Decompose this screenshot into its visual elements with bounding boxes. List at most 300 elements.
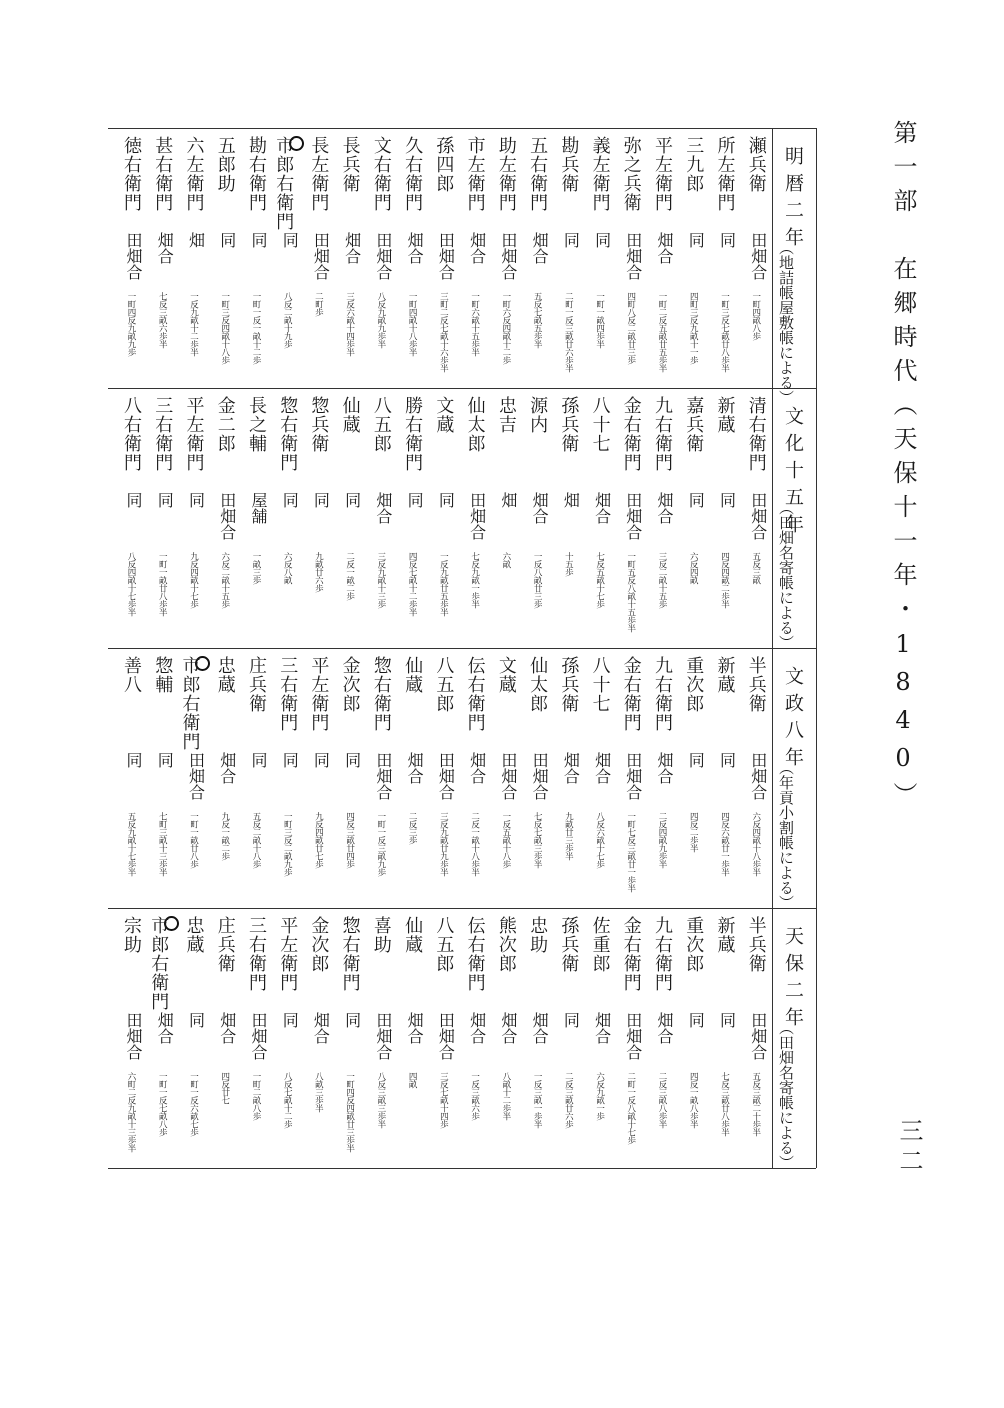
holding-entry bbox=[303, 648, 332, 908]
holding-entry bbox=[616, 648, 645, 908]
holder-name: 五郎助 bbox=[214, 136, 236, 193]
land-category: 田畑合 bbox=[498, 232, 518, 280]
land-area: 五反二畝十八歩 bbox=[250, 812, 261, 868]
holder-name: 忠吉 bbox=[495, 396, 517, 434]
holding-entry bbox=[741, 648, 770, 908]
land-category: 畑合 bbox=[155, 232, 175, 264]
land-area: 四反一畝八歩半 bbox=[688, 1072, 699, 1128]
land-category: 畑 bbox=[561, 492, 581, 508]
holding-entry bbox=[553, 388, 582, 648]
holding-entry bbox=[522, 648, 551, 908]
holder-name: 文蔵 bbox=[433, 396, 455, 434]
holder-name: 勘兵衛 bbox=[558, 136, 580, 193]
land-area: 三反六畝十四歩半 bbox=[344, 292, 355, 356]
land-area: 一町四畝十八歩半 bbox=[407, 292, 418, 356]
period-header bbox=[772, 128, 816, 405]
land-area: 六町二反九畝十三歩半 bbox=[126, 1072, 136, 1152]
period-era: 文化十五年 bbox=[782, 406, 804, 541]
holding-entry bbox=[522, 128, 551, 388]
holding-entry bbox=[397, 908, 426, 1168]
holder-name: 三九郎 bbox=[683, 136, 705, 193]
holding-entry bbox=[710, 648, 739, 908]
land-category: 田畑合 bbox=[124, 1012, 143, 1060]
land-category: 畑合 bbox=[467, 232, 487, 264]
land-area: 五反九畝十七歩半 bbox=[126, 812, 136, 876]
holder-name: 惣輔 bbox=[152, 656, 174, 694]
land-category: 田畑合 bbox=[748, 232, 768, 280]
land-category: 同 bbox=[248, 232, 268, 248]
holding-entry bbox=[522, 908, 551, 1168]
holder-name: 八十七 bbox=[589, 656, 611, 713]
holder-name: 助左衛門 bbox=[495, 136, 517, 212]
holder-name: 庄兵衛 bbox=[214, 916, 236, 973]
land-category: 同 bbox=[155, 492, 175, 508]
holder-name: 忠助 bbox=[527, 916, 549, 954]
holding-entry bbox=[335, 388, 364, 648]
page-number: 三二 bbox=[895, 1118, 923, 1178]
land-category: 田畑合 bbox=[436, 232, 456, 280]
land-area: 九畝廿六歩 bbox=[313, 552, 324, 592]
land-area: 二反四畝九歩半 bbox=[657, 812, 668, 868]
holder-name: 仙太郎 bbox=[527, 656, 549, 713]
holding-entry bbox=[178, 908, 207, 1168]
holder-name: 久右衛門 bbox=[402, 136, 424, 212]
holding-entry bbox=[241, 908, 270, 1168]
land-category: 田畑合 bbox=[248, 1012, 268, 1060]
land-area: 四反七畝十二歩半 bbox=[407, 552, 418, 616]
holding-entry bbox=[210, 908, 239, 1168]
period-header bbox=[772, 908, 816, 1168]
holding-entry bbox=[272, 908, 301, 1168]
holder-name: 惣右衛門 bbox=[370, 656, 392, 732]
land-category: 同 bbox=[686, 492, 706, 508]
holding-entry bbox=[741, 388, 770, 648]
land-area: 一町一反六畝七歩 bbox=[188, 1072, 199, 1136]
holding-entry bbox=[585, 908, 614, 1168]
land-category: 同 bbox=[717, 1012, 737, 1028]
holder-name: 八右衛門 bbox=[121, 396, 142, 472]
holding-entry bbox=[210, 128, 239, 388]
land-category: 同 bbox=[717, 232, 737, 248]
holding-entry bbox=[678, 648, 707, 908]
holder-name: 熊次郎 bbox=[495, 916, 517, 973]
holding-entry bbox=[647, 908, 676, 1168]
holder-name: 勘右衛門 bbox=[245, 136, 267, 212]
land-category: 同 bbox=[717, 492, 737, 508]
holder-name: 新蔵 bbox=[714, 916, 736, 954]
holding-entry bbox=[147, 388, 176, 648]
holder-name: 九右衛門 bbox=[652, 656, 674, 732]
holder-name: 仙蔵 bbox=[339, 396, 361, 434]
period-header bbox=[772, 648, 816, 908]
holder-name: 惣右衛門 bbox=[339, 916, 361, 992]
land-category: 畑合 bbox=[311, 1012, 331, 1044]
land-category: 同 bbox=[186, 492, 206, 508]
holding-entry bbox=[147, 908, 176, 1168]
holder-name: 五右衛門 bbox=[527, 136, 549, 212]
land-category: 同 bbox=[280, 1012, 300, 1028]
land-area: 一町四畝八歩 bbox=[750, 292, 761, 340]
land-area: 四反三畝廿四歩 bbox=[344, 812, 355, 868]
land-category: 田畑合 bbox=[530, 752, 550, 800]
land-area: 一町三反四畝十八歩 bbox=[219, 292, 230, 364]
land-area: 一町三反二畝九歩 bbox=[282, 812, 293, 876]
holding-entry bbox=[178, 388, 207, 648]
holding-entry bbox=[241, 388, 270, 648]
holding-entry bbox=[553, 648, 582, 908]
land-area: 九反四畝十七歩 bbox=[188, 552, 199, 608]
land-area: 二町一反八畝十七歩 bbox=[625, 1072, 636, 1144]
land-area: 一町六反四畝十二歩 bbox=[500, 292, 511, 364]
holding-entry bbox=[397, 648, 426, 908]
land-category: 同 bbox=[280, 232, 300, 248]
holder-name: 八五郎 bbox=[433, 656, 455, 713]
holder-name: 孫兵衛 bbox=[558, 396, 580, 453]
land-area: 十五歩 bbox=[563, 552, 574, 576]
land-area: 一町一反七畝八歩 bbox=[157, 1072, 168, 1136]
land-category: 田畑合 bbox=[124, 232, 143, 280]
holder-name: 半兵衛 bbox=[745, 656, 767, 713]
holder-name: 平左衛門 bbox=[652, 136, 674, 212]
holder-name: 弥之兵衛 bbox=[620, 136, 642, 212]
holder-name: 平左衛門 bbox=[308, 656, 330, 732]
land-category: 同 bbox=[436, 492, 456, 508]
land-area: 一反五畝十八歩 bbox=[500, 812, 511, 868]
land-category: 田畑合 bbox=[436, 1012, 456, 1060]
holding-entry bbox=[303, 388, 332, 648]
holding-entry bbox=[210, 388, 239, 648]
land-area: 八反六畝十七歩 bbox=[594, 812, 605, 868]
holder-name: 伝右衛門 bbox=[464, 656, 486, 732]
holding-entry bbox=[460, 908, 489, 1168]
holding-entry bbox=[553, 908, 582, 1168]
holding-entry bbox=[366, 648, 395, 908]
holder-name: 平左衛門 bbox=[183, 396, 205, 472]
holding-entry bbox=[460, 388, 489, 648]
land-category: 田畑合 bbox=[623, 752, 643, 800]
holder-name: 孫兵衛 bbox=[558, 656, 580, 713]
holder-name: 佐重郎 bbox=[589, 916, 611, 973]
holding-entry bbox=[335, 908, 364, 1168]
holder-name: 文右衛門 bbox=[370, 136, 392, 212]
land-category: 同 bbox=[311, 752, 331, 768]
holder-name: 惣兵衛 bbox=[308, 396, 330, 453]
period-row bbox=[108, 128, 816, 405]
land-holdings-table bbox=[108, 128, 816, 1168]
period-source: （田畑名寄帳による） bbox=[777, 1020, 795, 1170]
land-category: 畑合 bbox=[405, 752, 425, 784]
holder-name: 新蔵 bbox=[714, 396, 736, 434]
holding-entry bbox=[116, 908, 145, 1168]
land-area: 八畝十二歩半 bbox=[500, 1072, 511, 1120]
land-area: 四町三反九畝十一歩 bbox=[688, 292, 699, 364]
land-area: 三反九畝廿九歩半 bbox=[438, 812, 449, 876]
land-area: 一町三反七畝廿八歩半 bbox=[719, 292, 730, 372]
land-area: 四反六畝廿一歩半 bbox=[719, 812, 730, 876]
holder-name: 市郎右衛門 bbox=[179, 656, 201, 751]
holding-entry bbox=[491, 128, 520, 388]
land-category: 畑合 bbox=[373, 492, 393, 524]
land-area: 一反三畝六歩 bbox=[469, 1072, 480, 1120]
land-area: 一町四反九畝九歩 bbox=[126, 292, 136, 356]
land-category: 畑合 bbox=[342, 232, 362, 264]
holding-entry bbox=[460, 648, 489, 908]
land-category: 畑合 bbox=[561, 752, 581, 784]
land-area: 八畝三歩半 bbox=[313, 1072, 324, 1112]
land-area: 二町一反三畝廿六歩半 bbox=[563, 292, 574, 372]
land-category: 田畑合 bbox=[373, 232, 393, 280]
land-area: 二町歩 bbox=[313, 292, 324, 316]
land-category: 畑合 bbox=[498, 1012, 518, 1044]
land-area: 一反三畝一歩半 bbox=[532, 1072, 543, 1128]
land-area: 一町二反五畝廿五歩半 bbox=[657, 292, 668, 372]
land-category: 畑合 bbox=[405, 1012, 425, 1044]
land-area: 三反二畝十五歩 bbox=[657, 552, 668, 608]
land-area: 一町二畝八歩 bbox=[250, 1072, 261, 1120]
land-category: 同 bbox=[405, 492, 425, 508]
land-category: 田畑合 bbox=[623, 492, 643, 540]
period-era: 天保二年 bbox=[782, 926, 804, 1034]
holding-entry bbox=[116, 648, 145, 908]
holding-entry bbox=[616, 908, 645, 1168]
holder-name: 八十七 bbox=[589, 396, 611, 453]
holder-name: 長左衛門 bbox=[308, 136, 330, 212]
land-area: 五反三畝二十歩半 bbox=[750, 1072, 761, 1136]
land-category: 畑合 bbox=[655, 232, 675, 264]
land-area: 一反九畝十二歩半 bbox=[188, 292, 199, 356]
holding-entry bbox=[210, 648, 239, 908]
land-category: 同 bbox=[217, 232, 237, 248]
land-category: 畑合 bbox=[217, 752, 237, 784]
land-area: 一町一反一畝十二歩 bbox=[250, 292, 261, 364]
holder-name: 瀬兵衛 bbox=[745, 136, 767, 193]
holder-name: 宗助 bbox=[121, 916, 142, 954]
land-area: 一町一畝廿八歩半 bbox=[157, 552, 168, 616]
land-area: 六反八畝 bbox=[282, 552, 293, 584]
land-area: 八反三畝三歩半 bbox=[375, 1072, 386, 1128]
land-area: 二反三畝八歩半 bbox=[657, 1072, 668, 1128]
holder-name: 三右衛門 bbox=[277, 656, 299, 732]
holding-entry bbox=[147, 128, 176, 388]
land-category: 畑合 bbox=[530, 492, 550, 524]
land-category: 同 bbox=[248, 752, 268, 768]
holder-name: 金右衛門 bbox=[620, 656, 642, 732]
land-category: 同 bbox=[155, 752, 175, 768]
land-area: 九畝廿三歩半 bbox=[563, 812, 574, 860]
land-category: 畑合 bbox=[405, 232, 425, 264]
holding-entry bbox=[460, 128, 489, 388]
land-category: 同 bbox=[186, 1012, 206, 1028]
holding-entry bbox=[491, 388, 520, 648]
land-area: 三町二反七畝十六歩半 bbox=[438, 292, 449, 372]
holder-name: 市郎右衛門 bbox=[148, 916, 170, 1011]
period-source: （地詰帳屋敷帳による） bbox=[777, 240, 795, 405]
holding-entry bbox=[647, 648, 676, 908]
period-era: 明暦二年 bbox=[782, 146, 804, 254]
period-era: 文政八年 bbox=[782, 666, 804, 774]
holding-entry bbox=[241, 648, 270, 908]
holding-entry bbox=[710, 908, 739, 1168]
holder-name: 孫兵衛 bbox=[558, 916, 580, 973]
holder-name: 八五郎 bbox=[370, 396, 392, 453]
land-area: 八反四畝十七歩半 bbox=[126, 552, 136, 616]
land-area: 二反一畝二歩 bbox=[344, 552, 355, 600]
land-area: 四反四畝二歩半 bbox=[719, 552, 730, 608]
holding-entry bbox=[335, 648, 364, 908]
land-category: 同 bbox=[280, 752, 300, 768]
holder-name: 金右衛門 bbox=[620, 916, 642, 992]
land-category: 田畑合 bbox=[186, 752, 206, 800]
holder-name: 九右衛門 bbox=[652, 396, 674, 472]
holder-name: 平左衛門 bbox=[277, 916, 299, 992]
holder-name: 庄兵衛 bbox=[245, 656, 267, 713]
land-category: 同 bbox=[686, 752, 706, 768]
holding-entry bbox=[366, 388, 395, 648]
land-area: 九反四畝廿七歩 bbox=[313, 812, 324, 868]
land-area: 七反五畝十七歩 bbox=[594, 552, 605, 608]
holding-entry bbox=[303, 908, 332, 1168]
holding-entry bbox=[366, 908, 395, 1168]
holding-entry bbox=[366, 128, 395, 388]
land-area: 六反二畝十五歩 bbox=[219, 552, 230, 608]
holder-name: 清右衛門 bbox=[745, 396, 767, 472]
holding-entry bbox=[335, 128, 364, 388]
holding-entry bbox=[428, 388, 457, 648]
land-category: 畑合 bbox=[655, 1012, 675, 1044]
holding-entry bbox=[647, 388, 676, 648]
land-category: 同 bbox=[686, 1012, 706, 1028]
land-area: 八反二畝十九歩 bbox=[282, 292, 293, 348]
holder-name: 仙太郎 bbox=[464, 396, 486, 453]
land-area: 七反七畝三歩半 bbox=[532, 812, 543, 868]
period-source: （年貢小割帳による） bbox=[777, 760, 795, 910]
land-area: 一町一反三畝九歩 bbox=[375, 812, 386, 876]
holder-name: 三右衛門 bbox=[245, 916, 267, 992]
land-category: 同 bbox=[717, 752, 737, 768]
holding-entry bbox=[678, 128, 707, 388]
holder-name: 九右衛門 bbox=[652, 916, 674, 992]
holding-entry bbox=[272, 648, 301, 908]
land-area: 七反三畝廿八歩半 bbox=[719, 1072, 730, 1136]
holder-name: 源内 bbox=[527, 396, 549, 434]
land-category: 田畑合 bbox=[623, 1012, 643, 1060]
land-area: 一町四反四畝廿三歩半 bbox=[344, 1072, 355, 1152]
holding-entry bbox=[397, 128, 426, 388]
land-area: 一畝三歩 bbox=[250, 552, 261, 584]
land-area: 八反七畝十二歩 bbox=[282, 1072, 293, 1128]
holder-name: 善八 bbox=[121, 656, 142, 694]
running-head: 第一部 在郷時代（天保十一年・1840） bbox=[889, 120, 917, 816]
land-category: 田畑合 bbox=[311, 232, 331, 280]
holder-name: 勝右衛門 bbox=[402, 396, 424, 472]
land-category: 畑合 bbox=[155, 1012, 175, 1044]
land-area: 六反四畝 bbox=[688, 552, 699, 584]
land-area: 一町一畝廿八歩 bbox=[188, 812, 199, 868]
holding-entry bbox=[585, 128, 614, 388]
land-category: 田畑合 bbox=[467, 492, 487, 540]
holding-entry bbox=[710, 128, 739, 388]
holder-name: 重次郎 bbox=[683, 916, 705, 973]
holder-name: 八五郎 bbox=[433, 916, 455, 973]
period-row bbox=[108, 648, 816, 908]
holding-entry bbox=[272, 388, 301, 648]
holding-entry bbox=[585, 388, 614, 648]
holding-entry bbox=[116, 388, 145, 648]
land-category: 同 bbox=[342, 752, 362, 768]
holding-entry bbox=[178, 648, 207, 908]
land-area: 七反三畝六歩半 bbox=[157, 292, 168, 348]
land-category: 畑 bbox=[186, 232, 206, 248]
land-category: 畑合 bbox=[655, 492, 675, 524]
land-category: 同 bbox=[592, 232, 612, 248]
holding-entry bbox=[710, 388, 739, 648]
land-area: 二反一畝十八歩半 bbox=[469, 812, 480, 876]
holder-name: 仙蔵 bbox=[402, 656, 424, 694]
land-category: 田畑合 bbox=[748, 752, 768, 800]
land-category: 田畑合 bbox=[373, 752, 393, 800]
land-category: 同 bbox=[124, 752, 143, 768]
period-header bbox=[772, 388, 816, 648]
holder-name: 忠蔵 bbox=[183, 916, 205, 954]
holder-name: 新蔵 bbox=[714, 656, 736, 694]
period-source: （田畑名寄帳による） bbox=[777, 500, 795, 650]
period-row bbox=[108, 388, 816, 648]
holder-name: 市左衛門 bbox=[464, 136, 486, 212]
land-category: 同 bbox=[342, 492, 362, 508]
holder-name: 嘉兵衛 bbox=[683, 396, 705, 453]
land-category: 田畑合 bbox=[373, 1012, 393, 1060]
holder-name: 金二郎 bbox=[214, 396, 236, 453]
holding-entry bbox=[147, 648, 176, 908]
land-area: 七反九畝一歩半 bbox=[469, 552, 480, 608]
land-category: 畑合 bbox=[467, 1012, 487, 1044]
holder-name: 忠蔵 bbox=[214, 656, 236, 694]
land-area: 六畝 bbox=[500, 552, 511, 568]
land-category: 畑合 bbox=[592, 1012, 612, 1044]
land-category: 畑合 bbox=[530, 1012, 550, 1044]
holding-entry bbox=[397, 388, 426, 648]
holding-entry bbox=[428, 128, 457, 388]
land-area: 一町五反八畝十五歩半 bbox=[625, 552, 636, 632]
land-category: 田畑合 bbox=[498, 752, 518, 800]
holder-name: 半兵衛 bbox=[745, 916, 767, 973]
holder-name: 所左衛門 bbox=[714, 136, 736, 212]
holding-entry bbox=[741, 908, 770, 1168]
holding-entry bbox=[272, 128, 301, 388]
holding-entry bbox=[178, 128, 207, 388]
holding-entry bbox=[616, 128, 645, 388]
land-category: 同 bbox=[280, 492, 300, 508]
land-area: 二反三畝廿六歩 bbox=[563, 1072, 574, 1128]
land-area: 一町六畝十五歩半 bbox=[469, 292, 480, 356]
holding-entry bbox=[585, 648, 614, 908]
holder-name: 三右衛門 bbox=[152, 396, 174, 472]
land-category: 田畑合 bbox=[623, 232, 643, 280]
holder-name: 喜助 bbox=[370, 916, 392, 954]
land-area: 三反九畝十三歩 bbox=[375, 552, 386, 608]
holding-entry bbox=[491, 648, 520, 908]
land-category: 畑合 bbox=[592, 492, 612, 524]
holder-name: 惣右衛門 bbox=[277, 396, 299, 472]
land-area: 四反二歩半 bbox=[688, 812, 699, 852]
land-category: 同 bbox=[561, 1012, 581, 1028]
holding-entry bbox=[116, 128, 145, 388]
land-category: 畑合 bbox=[655, 752, 675, 784]
holding-entry bbox=[522, 388, 551, 648]
holder-name: 孫四郎 bbox=[433, 136, 455, 193]
holding-entry bbox=[741, 128, 770, 388]
land-category: 田畑合 bbox=[436, 752, 456, 800]
